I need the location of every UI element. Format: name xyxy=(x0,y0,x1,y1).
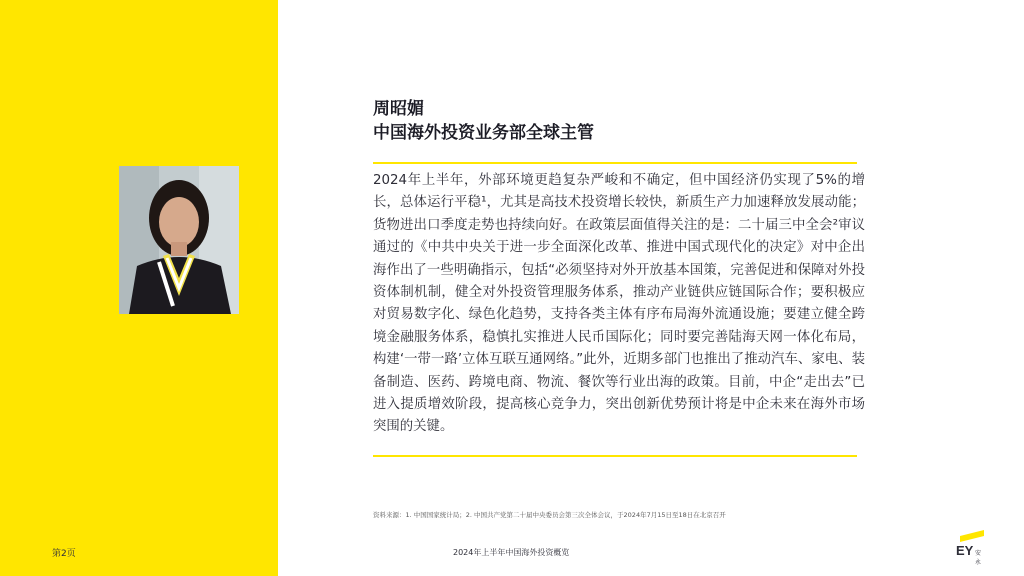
portrait-photo xyxy=(119,166,239,314)
profile-name: 周昭媚 xyxy=(373,99,424,119)
ey-logo xyxy=(956,533,986,566)
logo-beam-icon xyxy=(960,530,984,542)
logo-mark: EY xyxy=(956,543,974,558)
logo-cn-text: 安永 xyxy=(975,550,982,566)
page-number: 第2页 xyxy=(52,549,76,559)
divider-bottom xyxy=(373,455,857,457)
source-footnote: 资料来源：1. 中国国家统计局；2. 中国共产党第二十届中央委员会第三次全体会议，于2024年7月15日至18日在北京召开 xyxy=(373,511,726,519)
profile-title: 中国海外投资业务部全球主管 xyxy=(373,123,594,143)
footer-report-title: 2024年上半年中国海外投资概览 xyxy=(453,548,570,557)
body-paragraph: 2024年上半年，外部环境更趋复杂严峻和不确定，但中国经济仍实现了5%的增长，总体运行平稳¹，尤其是高技术投资增长较快，新质生产力加速释放发展动能；货物进出口季度走势也持续向好。在政策层面值得关注的是：二十届三中全会²审议通过的《中共中央关于进一步全面深化改革、推进中国式现代化的决定》对中企出海作出了一些明确指示，包括“必须坚持对外开放基本国策，完善促进和保障对外投资体制机制，健全对外投资管理服务体系，推动产业链供应链国际合作；要积极应对贸易数字化、绿色化趋势，支持各类主体有序布局海外流通设施；要建立健全跨境金融服务体系，稳慎扎实推进人民币国际化；同时要完善陆海天网一体化布局，构建‘一带一路’立体互联互通网络。”此外，近期多部门也推出了推动汽车、家电、装备制造、医药、跨境电商、物流、餐饮等行业出海的政策。目前，中企“走出去”已进入提质增效阶段，提高核心竞争力，突出创新优势预计将是中企未来在海外市场突围的关键。 xyxy=(373,173,865,435)
divider-top xyxy=(373,162,857,164)
